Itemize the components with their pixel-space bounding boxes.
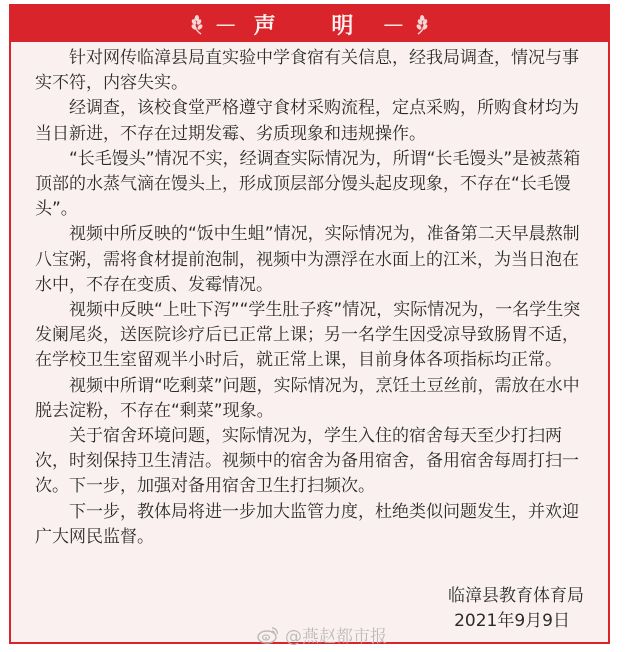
title-dash-right: — <box>383 12 404 36</box>
paragraph-intro: 针对网传临漳县局直实验中学食宿有关信息，经我局调查，情况与事实不符，内容失实。 <box>35 48 579 94</box>
paragraph-rice: 视频中所反映的“饭中生蛆”情况，实际情况为，准备第二天早晨熬制八宝粥，需将食材提前泡制，视频中为漂浮在水面上的江米，为当日泡在水中，不存在变质、发霉情况。 <box>35 224 580 295</box>
wheat-icon <box>188 13 206 35</box>
paragraph-closing: 下一步，教体局将进一步加大监管力度，杜绝类似问题发生，并欢迎广大网民监督。 <box>35 501 579 547</box>
signature-org: 临漳县教育体育局 <box>448 586 584 606</box>
paragraph-illness: 视频中反映“上吐下泻”“学生肚子疼”情况，实际情况为，一名学生突发阑尾炎，送医院诊疗后已正常上课；另一名学生因受凉导致肠胃不适，在学校卫生室留观半小时后，就正常上课，目前身体各项指标均正常。 <box>35 300 581 371</box>
title-dash-left: — <box>215 12 236 36</box>
watermark-text: @燕赵都市报 <box>285 627 387 647</box>
page-title: 声 明 <box>253 13 378 39</box>
paragraph-mantou: “长毛馒头”情况不实，经调查实际情况为，所谓“长毛馒头”是被蒸箱顶部的水蒸气滴在馒头上，形成顶层部分馒头起皮现象，不存在“长毛馒头”。 <box>35 148 581 220</box>
statement-banner <box>11 6 608 42</box>
statement-frame <box>9 4 610 644</box>
watermark <box>257 622 387 647</box>
wheat-icon <box>413 13 431 35</box>
weibo-icon <box>257 626 279 644</box>
statement-body <box>35 46 591 550</box>
paragraph-canteen: 经调查，该校食堂严格遵守食材采购流程，定点采购，所购食材均为当日新进，不存在过期发霉、劣质现象和违规操作。 <box>35 98 579 144</box>
paragraph-leftovers: 视频中所谓“吃剩菜”问题，实际情况为，烹饪土豆丝前，需放在水中脱去淀粉，不存在“剩菜”现象。 <box>35 375 580 421</box>
signature-date: 2021年9月9日 <box>454 611 570 631</box>
paragraph-dormitory: 关于宿舍环境问题，实际情况为，学生入住的宿舍每天至少打扫两次，时刻保持卫生清洁。视频中的宿舍为备用宿舍，备用宿舍每周打扫一次。下一步，加强对备用宿舍卫生打扫频次。 <box>35 426 579 497</box>
